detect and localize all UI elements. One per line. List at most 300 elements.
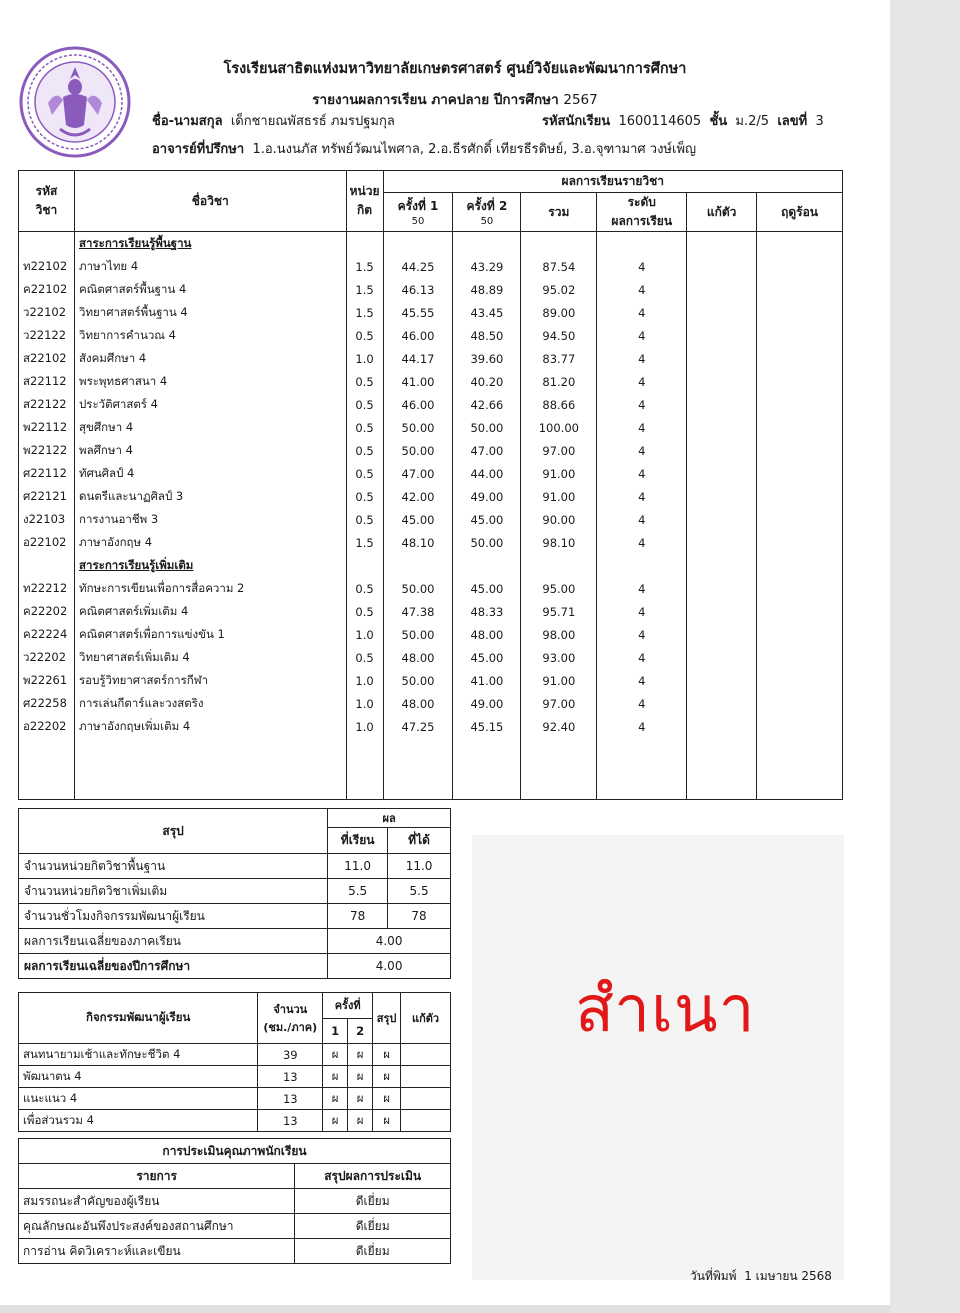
retake-cell [687, 393, 757, 416]
summer-cell [757, 646, 843, 669]
grade-level: 4 [597, 600, 687, 623]
score-total: 83.77 [521, 347, 597, 370]
retake-cell [687, 439, 757, 462]
retake-cell [687, 485, 757, 508]
subject-name: ทัศนศิลป์ 4 [74, 462, 346, 485]
grades-body [19, 232, 843, 800]
empty-cell [687, 738, 757, 799]
quality-body [19, 1189, 451, 1264]
subject-credit: 1.0 [346, 347, 383, 370]
grade-level: 4 [597, 393, 687, 416]
score-term2: 45.00 [453, 508, 521, 531]
col-header-level [597, 193, 687, 232]
activities-table [18, 992, 451, 1132]
summary-label: จำนวนหน่วยกิตวิชาพื้นฐาน [19, 854, 328, 879]
subject-name: สุขศึกษา 4 [74, 416, 346, 439]
score-total: 95.00 [521, 577, 597, 600]
empty-cell [521, 232, 597, 256]
student-id-label: รหัสนักเรียน [542, 114, 611, 129]
level-label-2: ผลการเรียน [611, 214, 673, 228]
summary-earned: 11.0 [388, 854, 451, 879]
grade-level: 4 [597, 347, 687, 370]
empty-cell [757, 738, 843, 799]
gpa-year-label: ผลการเรียนเฉลี่ยของปีการศึกษา [19, 954, 328, 979]
activities-time2: 2 [348, 1018, 373, 1044]
activity-summary: ผ [373, 1066, 401, 1088]
group-header-row [19, 232, 843, 256]
activity-summary: ผ [373, 1044, 401, 1066]
activity-name: แนะแนว 4 [19, 1088, 258, 1110]
summer-cell [757, 623, 843, 646]
academic-year: 2567 [563, 92, 598, 108]
table-row [19, 715, 843, 738]
score-term1: 44.25 [383, 255, 453, 278]
score-term2: 48.00 [453, 623, 521, 646]
score-term2: 44.00 [453, 462, 521, 485]
retake-cell [687, 646, 757, 669]
score-term1: 46.13 [383, 278, 453, 301]
group-header-row [19, 554, 843, 577]
activity-result-2: ผ [348, 1066, 373, 1088]
summary-row [19, 854, 451, 879]
activity-result-2: ผ [348, 1110, 373, 1132]
subject-credit: 0.5 [346, 462, 383, 485]
activity-retake [401, 1088, 451, 1110]
activity-result-1: ผ [323, 1066, 348, 1088]
subject-code: ค22102 [19, 278, 75, 301]
subject-credit: 0.5 [346, 600, 383, 623]
school-name: โรงเรียนสาธิตแห่งมหาวิทยาลัยเกษตรศาสตร์ ศูนย์วิจัยและพัฒนาการศึกษา [223, 61, 687, 77]
score-term1: 48.00 [383, 692, 453, 715]
subject-name: การเล่นกีตาร์และวงสตริง [74, 692, 346, 715]
score-term2: 50.00 [453, 531, 521, 554]
summer-cell [757, 485, 843, 508]
empty-cell [597, 554, 687, 577]
grade-level: 4 [597, 577, 687, 600]
subject-code: ค22224 [19, 623, 75, 646]
score-term2: 43.29 [453, 255, 521, 278]
subject-credit: 0.5 [346, 646, 383, 669]
subject-code: ส22112 [19, 370, 75, 393]
empty-cell [383, 738, 453, 799]
viewer-bottom-edge [0, 1305, 890, 1313]
score-term2: 47.00 [453, 439, 521, 462]
subject-credit: 0.5 [346, 324, 383, 347]
activity-retake [401, 1066, 451, 1088]
empty-cell [346, 554, 383, 577]
report-title-text: รายงานผลการเรียน ภาคปลาย ปีการศึกษา [312, 92, 559, 108]
subject-code: ว22122 [19, 324, 75, 347]
grade-level: 4 [597, 508, 687, 531]
advisor-label: อาจารย์ที่ปรึกษา [152, 142, 245, 157]
score-term1: 47.38 [383, 600, 453, 623]
activity-hours: 13 [258, 1088, 323, 1110]
col-header-summer: ฤดูร้อน [757, 193, 843, 232]
score-total: 91.00 [521, 485, 597, 508]
summary-earned: 5.5 [388, 879, 451, 904]
subject-name: ภาษาไทย 4 [74, 255, 346, 278]
empty-cell [74, 738, 346, 799]
summary-enrolled: 11.0 [328, 854, 388, 879]
empty-cell [346, 232, 383, 256]
summary-table [18, 808, 451, 979]
summer-cell [757, 600, 843, 623]
student-name: เด็กชายณพัสธรธ์ ภมรปฐมกุล [230, 114, 395, 129]
activity-row [19, 1088, 451, 1110]
summer-cell [757, 669, 843, 692]
subject-code: ศ22258 [19, 692, 75, 715]
empty-cell [453, 554, 521, 577]
subject-credit: 1.0 [346, 623, 383, 646]
copy-stamp: สำเนา [575, 973, 756, 1047]
subject-code: พ22112 [19, 416, 75, 439]
activity-result-1: ผ [323, 1044, 348, 1066]
gpa-term-value: 4.00 [328, 929, 451, 954]
score-total: 98.00 [521, 623, 597, 646]
subject-name: ภาษาอังกฤษ 4 [74, 531, 346, 554]
retake-cell [687, 600, 757, 623]
table-row [19, 255, 843, 278]
viewer-background [890, 0, 960, 1313]
activity-hours: 39 [258, 1044, 323, 1066]
score-term1: 44.17 [383, 347, 453, 370]
summer-cell [757, 508, 843, 531]
quality-item: สมรรถนะสำคัญของผู้เรียน [19, 1189, 295, 1214]
col-header-total: รวม [521, 193, 597, 232]
score-term1: 47.00 [383, 462, 453, 485]
summary-body [19, 854, 451, 929]
quality-col-result: สรุปผลการประเมิน [295, 1164, 451, 1189]
grade-level: 4 [597, 623, 687, 646]
table-row [19, 508, 843, 531]
subject-name: การงานอาชีพ 3 [74, 508, 346, 531]
table-row [19, 600, 843, 623]
hours-header-2: (ชม./ภาค) [263, 1021, 318, 1034]
class-label: ชั้น [709, 114, 728, 129]
subject-name: ภาษาอังกฤษเพิ่มเติม 4 [74, 715, 346, 738]
student-id: 1600114605 [618, 114, 702, 129]
retake-cell [687, 715, 757, 738]
empty-cell [383, 554, 453, 577]
score-term1: 48.00 [383, 646, 453, 669]
table-row [19, 646, 843, 669]
advisor-names: 1.อ.นงนภัส ทรัพย์วัฒนไพศาล, 2.อ.ธีรศักดิ์ เทียรธีรดิษย์, 3.อ.จุฑามาศ วงษ์เพ็ญ [252, 142, 697, 157]
class-value: ม.2/5 [735, 114, 770, 129]
summer-cell [757, 370, 843, 393]
subject-code: อ22102 [19, 531, 75, 554]
grade-level: 4 [597, 462, 687, 485]
score-term1: 47.25 [383, 715, 453, 738]
table-row [19, 531, 843, 554]
summary-col-earned: ที่ได้ [388, 828, 451, 854]
activity-retake [401, 1044, 451, 1066]
school-seal-icon [18, 45, 132, 159]
quality-result: ดีเยี่ยม [295, 1214, 451, 1239]
activity-summary: ผ [373, 1088, 401, 1110]
subject-name: ดนตรีและนาฏศิลป์ 3 [74, 485, 346, 508]
gpa-term-label: ผลการเรียนเฉลี่ยของภาคเรียน [19, 929, 328, 954]
grade-level: 4 [597, 278, 687, 301]
report-title [160, 88, 750, 110]
score-term1: 48.10 [383, 531, 453, 554]
empty-cell [453, 232, 521, 256]
quality-result: ดีเยี่ยม [295, 1239, 451, 1264]
retake-cell [687, 416, 757, 439]
empty-cell [383, 232, 453, 256]
subject-code: ศ22121 [19, 485, 75, 508]
empty-cell [757, 554, 843, 577]
score-term2: 50.00 [453, 416, 521, 439]
score-term1: 50.00 [383, 577, 453, 600]
col-header-credits [346, 171, 383, 232]
grade-level: 4 [597, 715, 687, 738]
grade-level: 4 [597, 485, 687, 508]
table-row [19, 278, 843, 301]
summer-cell [757, 347, 843, 370]
score-term2: 40.20 [453, 370, 521, 393]
subject-name: สังคมศึกษา 4 [74, 347, 346, 370]
score-total: 91.00 [521, 462, 597, 485]
print-date-label: วันที่พิมพ์ [690, 1269, 737, 1283]
group-code-cell [19, 232, 75, 256]
subject-credit: 0.5 [346, 416, 383, 439]
empty-cell [346, 738, 383, 799]
gpa-year-value: 4.00 [328, 954, 451, 979]
grades-table [18, 170, 843, 800]
subject-code: ส22122 [19, 393, 75, 416]
summer-cell [757, 439, 843, 462]
quality-table [18, 1138, 451, 1264]
empty-cell [597, 738, 687, 799]
subject-name: วิทยาศาสตร์เพิ่มเติม 4 [74, 646, 346, 669]
col-header-credits-2: กิต [357, 203, 373, 217]
col-header-term2 [453, 193, 521, 232]
score-term1: 45.00 [383, 508, 453, 531]
grade-level: 4 [597, 255, 687, 278]
retake-cell [687, 370, 757, 393]
score-term2: 49.00 [453, 692, 521, 715]
summary-title: สรุป [19, 809, 328, 854]
subject-credit: 0.5 [346, 508, 383, 531]
activities-summary-header: สรุป [373, 993, 401, 1044]
score-term2: 49.00 [453, 485, 521, 508]
print-date-line [690, 1267, 832, 1286]
activity-row [19, 1110, 451, 1132]
empty-cell [687, 232, 757, 256]
score-term2: 45.00 [453, 577, 521, 600]
score-term1: 46.00 [383, 324, 453, 347]
subject-code: ศ22112 [19, 462, 75, 485]
activity-row [19, 1066, 451, 1088]
subject-name: พลศึกษา 4 [74, 439, 346, 462]
activity-hours: 13 [258, 1066, 323, 1088]
empty-cell [597, 232, 687, 256]
activity-result-1: ผ [323, 1088, 348, 1110]
score-total: 88.66 [521, 393, 597, 416]
table-row [19, 439, 843, 462]
activities-time1: 1 [323, 1018, 348, 1044]
retake-cell [687, 669, 757, 692]
retake-cell [687, 324, 757, 347]
score-term2: 48.89 [453, 278, 521, 301]
activity-retake [401, 1110, 451, 1132]
quality-row [19, 1239, 451, 1264]
subject-name: คณิตศาสตร์เพื่อการแข่งขัน 1 [74, 623, 346, 646]
retake-cell [687, 577, 757, 600]
subject-code: ค22202 [19, 600, 75, 623]
quality-row [19, 1189, 451, 1214]
empty-cell [453, 738, 521, 799]
score-term1: 50.00 [383, 439, 453, 462]
subject-credit: 1.5 [346, 255, 383, 278]
filler-row [19, 738, 843, 799]
summer-cell [757, 301, 843, 324]
grade-level: 4 [597, 669, 687, 692]
summer-cell [757, 577, 843, 600]
summer-cell [757, 715, 843, 738]
grade-level: 4 [597, 416, 687, 439]
score-total: 81.20 [521, 370, 597, 393]
score-term1: 50.00 [383, 623, 453, 646]
retake-cell [687, 462, 757, 485]
quality-row [19, 1214, 451, 1239]
table-row [19, 692, 843, 715]
retake-cell [687, 255, 757, 278]
retake-cell [687, 692, 757, 715]
col-header-term1 [383, 193, 453, 232]
summary-row [19, 879, 451, 904]
score-term1: 46.00 [383, 393, 453, 416]
score-term2: 48.50 [453, 324, 521, 347]
number-label: เลขที่ [777, 114, 808, 129]
activities-title: กิจกรรมพัฒนาผู้เรียน [19, 993, 258, 1044]
empty-cell [687, 554, 757, 577]
retake-cell [687, 347, 757, 370]
subject-code: ว22202 [19, 646, 75, 669]
score-term2: 39.60 [453, 347, 521, 370]
subject-code: ท22212 [19, 577, 75, 600]
col-header-credits-1: หน่วย [349, 184, 380, 198]
summer-cell [757, 255, 843, 278]
col-header-code [19, 171, 75, 232]
score-total: 87.54 [521, 255, 597, 278]
group-title: สาระการเรียนรู้พื้นฐาน [74, 232, 346, 256]
subject-name: พระพุทธศาสนา 4 [74, 370, 346, 393]
summary-earned: 78 [388, 904, 451, 929]
summer-cell [757, 393, 843, 416]
activities-retake-header: แก้ตัว [401, 993, 451, 1044]
summer-cell [757, 462, 843, 485]
empty-cell [757, 232, 843, 256]
hours-header-1: จำนวน [273, 1003, 308, 1016]
activities-times-header: ครั้งที่ [323, 993, 373, 1019]
score-total: 90.00 [521, 508, 597, 531]
summer-cell [757, 416, 843, 439]
table-row [19, 370, 843, 393]
student-name-label: ชื่อ-นามสกุล [152, 114, 223, 129]
score-total: 93.00 [521, 646, 597, 669]
activity-hours: 13 [258, 1110, 323, 1132]
summer-cell [757, 531, 843, 554]
quality-title: การประเมินคุณภาพนักเรียน [19, 1139, 451, 1164]
activity-name: สนทนายามเช้าและทักษะชีวิต 4 [19, 1044, 258, 1066]
col-header-subject: ชื่อวิชา [74, 171, 346, 232]
subject-credit: 1.0 [346, 715, 383, 738]
subject-name: ประวัติศาสตร์ 4 [74, 393, 346, 416]
activity-name: เพื่อส่วนรวม 4 [19, 1110, 258, 1132]
score-term1: 41.00 [383, 370, 453, 393]
summer-cell [757, 692, 843, 715]
score-total: 100.00 [521, 416, 597, 439]
quality-result: ดีเยี่ยม [295, 1189, 451, 1214]
score-total: 95.02 [521, 278, 597, 301]
table-row [19, 393, 843, 416]
score-term2: 43.45 [453, 301, 521, 324]
term1-max: 50 [411, 216, 425, 227]
student-name-line [152, 110, 395, 131]
subject-name: ทักษะการเขียนเพื่อการสื่อความ 2 [74, 577, 346, 600]
empty-cell [521, 738, 597, 799]
subject-credit: 1.5 [346, 301, 383, 324]
print-date: 1 เมษายน 2568 [744, 1269, 832, 1283]
grade-level: 4 [597, 646, 687, 669]
retake-cell [687, 508, 757, 531]
grade-level: 4 [597, 324, 687, 347]
table-row [19, 324, 843, 347]
summary-enrolled: 5.5 [328, 879, 388, 904]
activity-result-1: ผ [323, 1110, 348, 1132]
subject-credit: 1.0 [346, 669, 383, 692]
score-total: 97.00 [521, 692, 597, 715]
summary-label: จำนวนชั่วโมงกิจกรรมพัฒนาผู้เรียน [19, 904, 328, 929]
subject-name: วิทยาศาสตร์พื้นฐาน 4 [74, 301, 346, 324]
subject-credit: 0.5 [346, 370, 383, 393]
table-row [19, 347, 843, 370]
term2-label: ครั้งที่ 2 [466, 199, 508, 213]
quality-item: คุณลักษณะอันพึงประสงค์ของสถานศึกษา [19, 1214, 295, 1239]
table-row [19, 485, 843, 508]
score-term1: 45.55 [383, 301, 453, 324]
score-total: 91.00 [521, 669, 597, 692]
empty-cell [19, 738, 75, 799]
term1-label: ครั้งที่ 1 [397, 199, 439, 213]
activities-body [19, 1044, 451, 1132]
subject-code: อ22202 [19, 715, 75, 738]
subject-credit: 0.5 [346, 577, 383, 600]
empty-cell [521, 554, 597, 577]
activities-hours-header [258, 993, 323, 1044]
activity-row [19, 1044, 451, 1066]
subject-name: รอบรู้วิทยาศาสตร์การกีฬา [74, 669, 346, 692]
score-total: 97.00 [521, 439, 597, 462]
score-total: 94.50 [521, 324, 597, 347]
score-total: 92.40 [521, 715, 597, 738]
subject-name: คณิตศาสตร์พื้นฐาน 4 [74, 278, 346, 301]
score-total: 98.10 [521, 531, 597, 554]
subject-credit: 0.5 [346, 485, 383, 508]
grade-level: 4 [597, 370, 687, 393]
score-term2: 45.15 [453, 715, 521, 738]
score-term2: 45.00 [453, 646, 521, 669]
subject-code: พ22261 [19, 669, 75, 692]
summary-row [19, 904, 451, 929]
summary-result-header: ผล [328, 809, 451, 828]
group-title: สาระการเรียนรู้เพิ่มเติม [74, 554, 346, 577]
summary-col-enrolled: ที่เรียน [328, 828, 388, 854]
subject-code: พ22122 [19, 439, 75, 462]
retake-cell [687, 301, 757, 324]
grade-level: 4 [597, 692, 687, 715]
